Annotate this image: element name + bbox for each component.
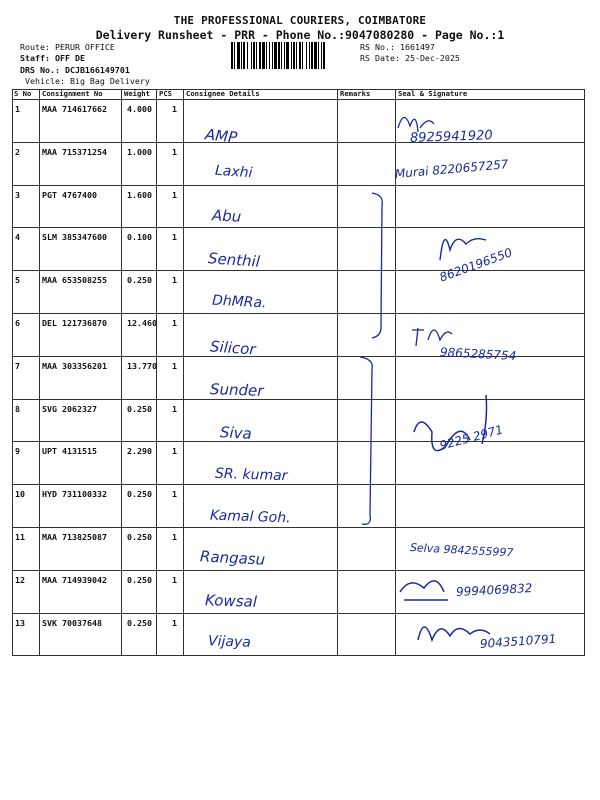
row-pcs: 1 <box>172 403 177 414</box>
row-weight: 0.250 <box>127 275 152 286</box>
consignee-handwritten-name: Laxhi <box>214 162 253 182</box>
drs-number: DRS No.: DCJB166149701 <box>20 65 130 75</box>
row-consignment-no: UPT 4131515 <box>42 446 97 457</box>
seal-signature-text: 9225 2971 <box>438 422 505 453</box>
signature-scribble <box>400 581 448 600</box>
row-pcs: 1 <box>172 489 177 500</box>
row-sno: 3 <box>15 189 20 200</box>
route-label: Route: PERUR OFFICE <box>20 42 115 52</box>
row-pcs: 1 <box>172 189 177 200</box>
row-consignment-no: MAA 303356201 <box>42 360 107 371</box>
col-header-weight: Weight <box>124 89 150 98</box>
company-title: THE PROFESSIONAL COURIERS, COIMBATORE <box>173 14 427 27</box>
row-sno: 2 <box>15 146 20 157</box>
seal-signature-text: 9043510791 <box>479 631 557 651</box>
row-sno: 11 <box>15 532 25 542</box>
row-sno: 10 <box>15 489 25 500</box>
row-pcs: 1 <box>172 232 177 243</box>
consignee-handwritten-name: Kamal Goh. <box>209 507 291 527</box>
row-pcs: 1 <box>172 318 177 328</box>
row-weight: 1.600 <box>127 189 152 200</box>
row-pcs: 1 <box>172 532 177 542</box>
row-weight: 12.460 <box>127 318 157 328</box>
row-consignment-no: PGT 4767400 <box>42 189 97 200</box>
row-weight: 1.000 <box>127 146 152 157</box>
consignee-handwritten-name: Kowsal <box>204 591 258 611</box>
row-consignment-no: HYD 731100332 <box>42 489 107 500</box>
row-pcs: 1 <box>172 617 177 628</box>
row-sno: 13 <box>15 617 25 628</box>
row-consignment-no: MAA 715371254 <box>42 146 107 157</box>
row-weight: 4.000 <box>127 104 152 114</box>
row-sno: 7 <box>15 360 20 371</box>
consignee-handwritten-name: DhMRa. <box>211 292 267 312</box>
col-header-sno: S No <box>14 89 32 98</box>
consignee-handwritten-name: AMP <box>204 125 239 147</box>
seal-signature-text: 9865285754 <box>439 345 517 363</box>
row-weight: 0.250 <box>127 403 152 414</box>
row-consignment-no: MAA 714617662 <box>42 104 107 114</box>
col-header-seal: Seal & Signature <box>398 89 468 98</box>
consignee-handwritten-name: Silicor <box>209 337 257 359</box>
row-pcs: 1 <box>172 574 177 585</box>
row-weight: 0.250 <box>127 532 152 542</box>
row-consignment-no: SVG 2062327 <box>42 403 97 414</box>
seal-signature-text: Murai 8220657257 <box>394 157 509 181</box>
consignee-handwritten-name: Senthil <box>207 249 261 271</box>
vehicle-label: Vehicle: Big Bag Delivery <box>25 76 150 86</box>
col-header-remarks: Remarks <box>340 89 371 98</box>
staff-label: Staff: OFF DE <box>20 53 85 63</box>
row-sno: 4 <box>15 232 20 243</box>
rs-date: RS Date: 25-Dec-2025 <box>360 53 460 63</box>
consignee-handwritten-name: Vijaya <box>207 633 252 651</box>
row-sno: 5 <box>15 275 20 286</box>
bracket-mark <box>372 193 382 338</box>
row-weight: 0.250 <box>127 617 152 628</box>
row-consignment-no: SVK 70037648 <box>42 617 102 628</box>
row-pcs: 1 <box>172 275 177 286</box>
consignee-handwritten-name: SR. kumar <box>214 465 288 485</box>
row-sno: 1 <box>15 104 20 114</box>
signature-scribble <box>412 328 452 346</box>
col-header-consignee: Consignee Details <box>186 89 260 98</box>
row-consignment-no: DEL 121736870 <box>42 318 107 328</box>
row-pcs: 1 <box>172 360 177 371</box>
rs-number: RS No.: 1661497 <box>360 42 435 52</box>
row-pcs: 1 <box>172 146 177 157</box>
row-sno: 9 <box>15 446 20 457</box>
row-consignment-no: MAA 713825087 <box>42 532 107 542</box>
consignee-handwritten-name: Siva <box>219 423 253 443</box>
col-header-consignment: Consignment No <box>42 89 103 98</box>
col-header-pcs: PCS <box>159 89 172 98</box>
consignee-handwritten-name: Sunder <box>209 380 264 400</box>
runsheet-subtitle: Delivery Runsheet - PRR - Phone No.:9047080280 - Page No.:1 <box>95 28 505 42</box>
row-pcs: 1 <box>172 446 177 457</box>
row-weight: 0.100 <box>127 232 152 243</box>
row-weight: 0.250 <box>127 574 152 585</box>
seal-signature-text: 8620196550 <box>437 245 515 285</box>
row-pcs: 1 <box>172 104 177 114</box>
consignee-handwritten-name: Abu <box>211 206 242 226</box>
seal-signature-text: Selva 9842555997 <box>409 541 514 560</box>
row-weight: 13.770 <box>127 360 157 371</box>
row-sno: 8 <box>15 403 20 414</box>
row-consignment-no: MAA 714939042 <box>42 574 107 585</box>
row-sno: 12 <box>15 574 25 585</box>
seal-signature-text: 8925941920 <box>409 128 493 146</box>
row-sno: 6 <box>15 318 20 328</box>
consignee-handwritten-name: Rangasu <box>199 547 266 569</box>
row-weight: 2.290 <box>127 446 152 457</box>
seal-signature-text: 9994069832 <box>455 581 533 599</box>
bracket-mark <box>360 357 372 524</box>
row-weight: 0.250 <box>127 489 152 500</box>
row-consignment-no: MAA 653508255 <box>42 275 107 286</box>
row-consignment-no: SLM 385347600 <box>42 232 107 243</box>
